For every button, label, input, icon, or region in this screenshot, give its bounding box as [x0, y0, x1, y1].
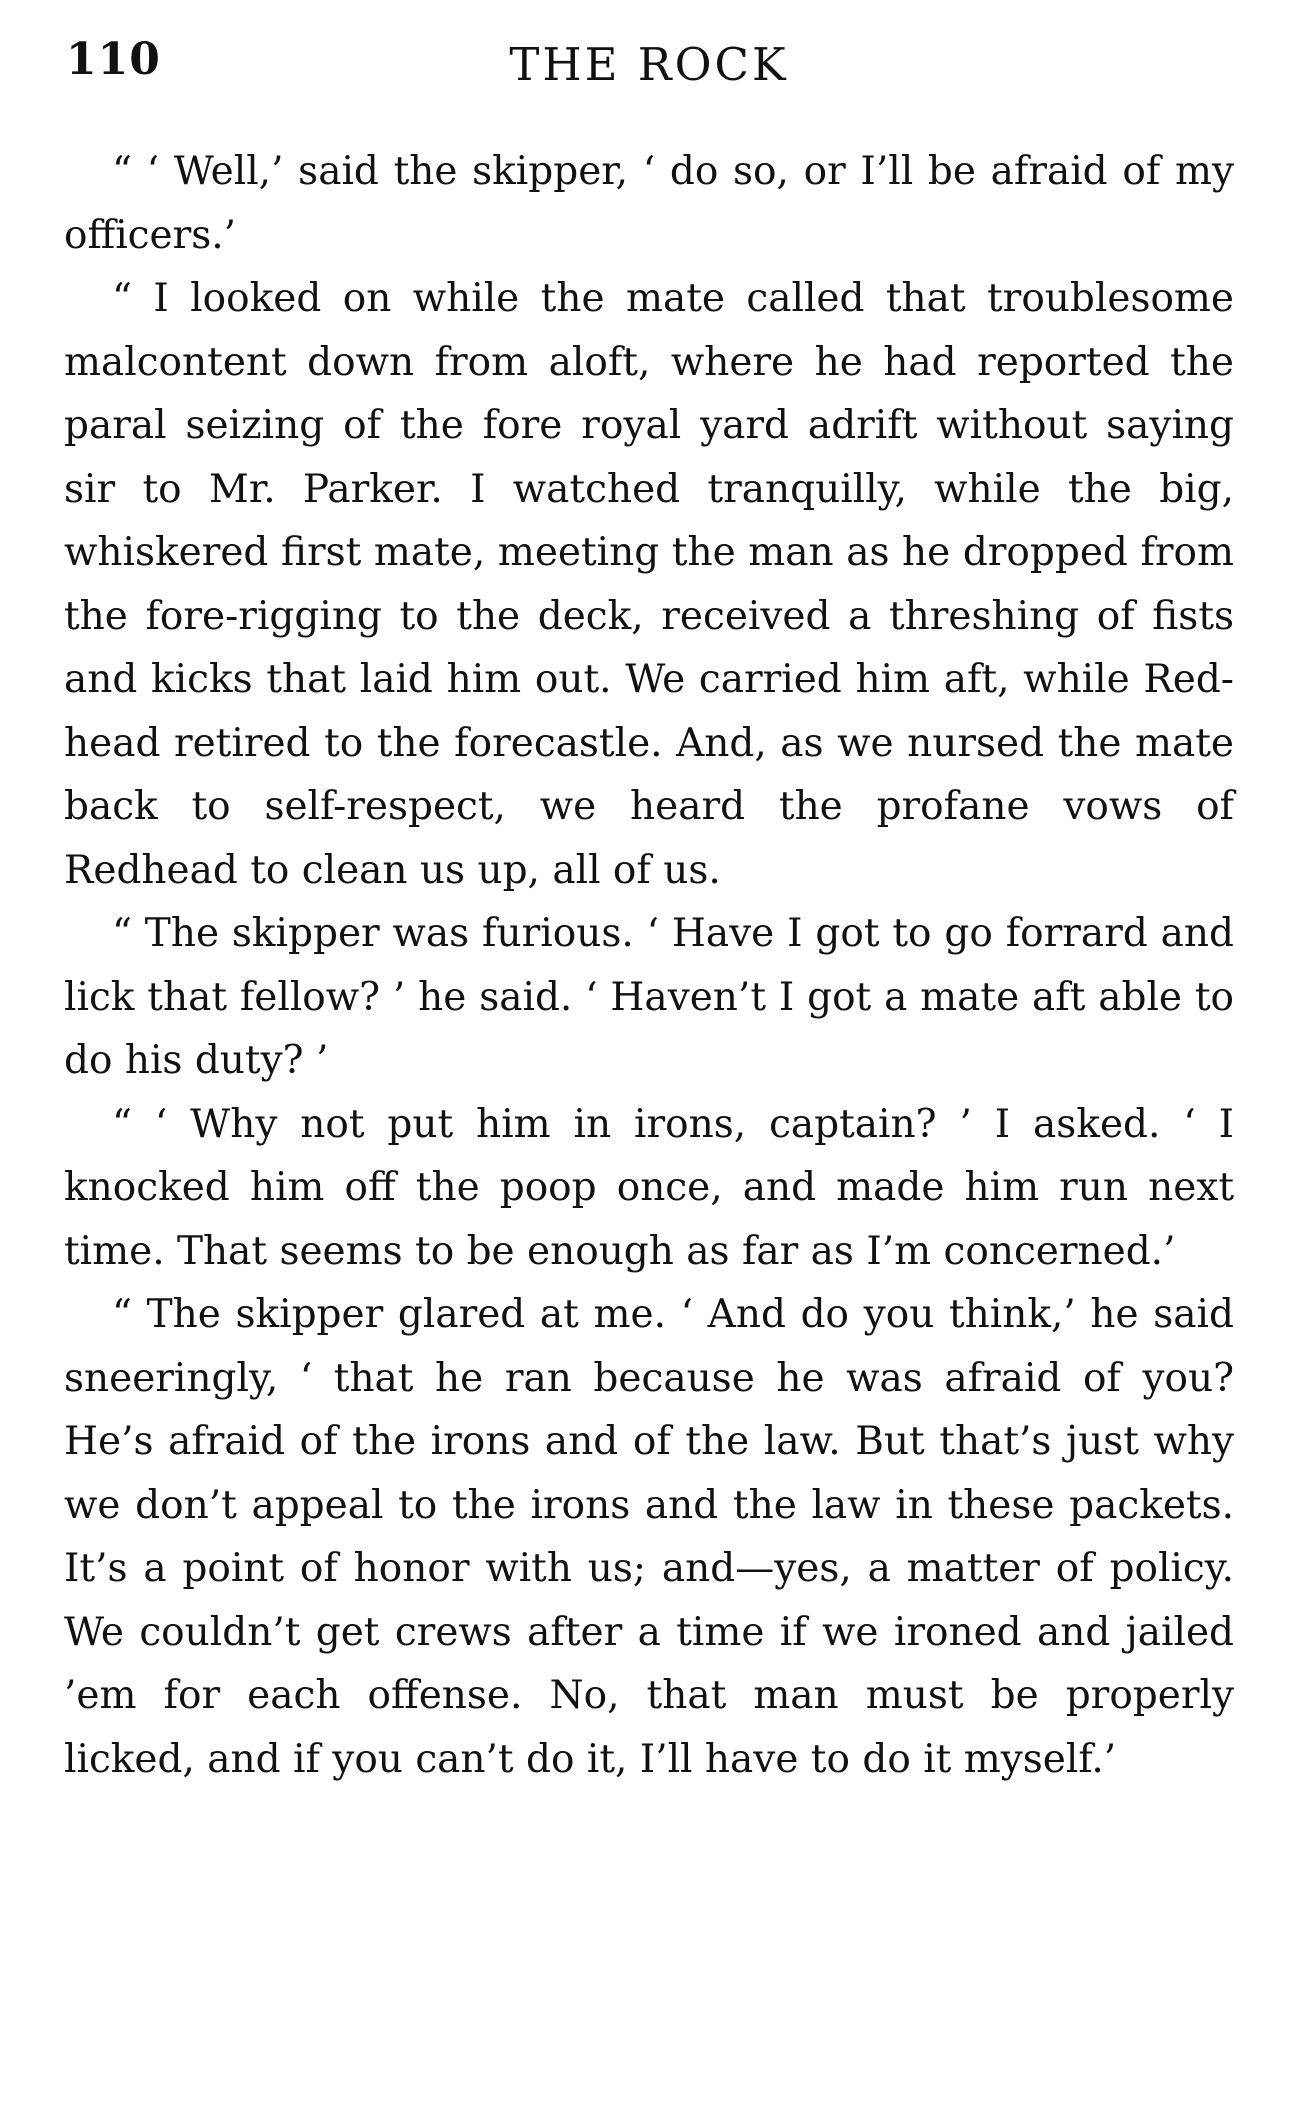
book-page	[64, 30, 1234, 1791]
paragraph: “ ‘ Why not put him in irons, captain? ’ I asked. ‘ I knocked him off the poop once, and made him run next time. That seems to be enough as far as I’m concerned.’	[64, 1101, 1234, 1274]
paragraph: “ The skipper glared at me. ‘ And do you think,’ he said sneeringly, ‘ that he ran because he was afraid of you? He’s afraid of the irons and of the law. But that’s just why we don’t appeal to the irons and the law in these packets. It’s a point of honor with us; and—yes, a matter of policy. We couldn’t get crews after a time if we ironed and jailed ’em for each offense. No, that man must be properly licked, and if you can’t do it, I’ll have to do it myself.’	[64, 1292, 1234, 1782]
body-text	[64, 140, 1234, 1791]
running-title: THE ROCK	[509, 38, 789, 91]
page-number: 110	[66, 34, 161, 85]
paragraph: “ The skipper was furious. ‘ Have I got to go forrard and lick that fellow? ’ he said. ‘ Haven’t I got a mate aft able to do his duty? ’	[64, 911, 1234, 1083]
paragraph: “ I looked on while the mate called that troublesome malcontent down from aloft, where he had reported the paral seizing of the fore royal yard adrift without saying sir to Mr. Parker. I watched tranquilly, while the big, whiskered first mate, meeting the man as he dropped from the fore-rigging to the deck, received a threshing of fists and kicks that laid him out. We carried him aft, while Red-head retired to the forecastle. And, as we nursed the mate back to self-respect, we heard the profane vows of Redhead to clean us up, all of us.	[64, 276, 1234, 893]
paragraph: “ ‘ Well,’ said the skipper, ‘ do so, or I’ll be afraid of my officers.’	[64, 149, 1234, 258]
running-head	[64, 30, 1234, 100]
